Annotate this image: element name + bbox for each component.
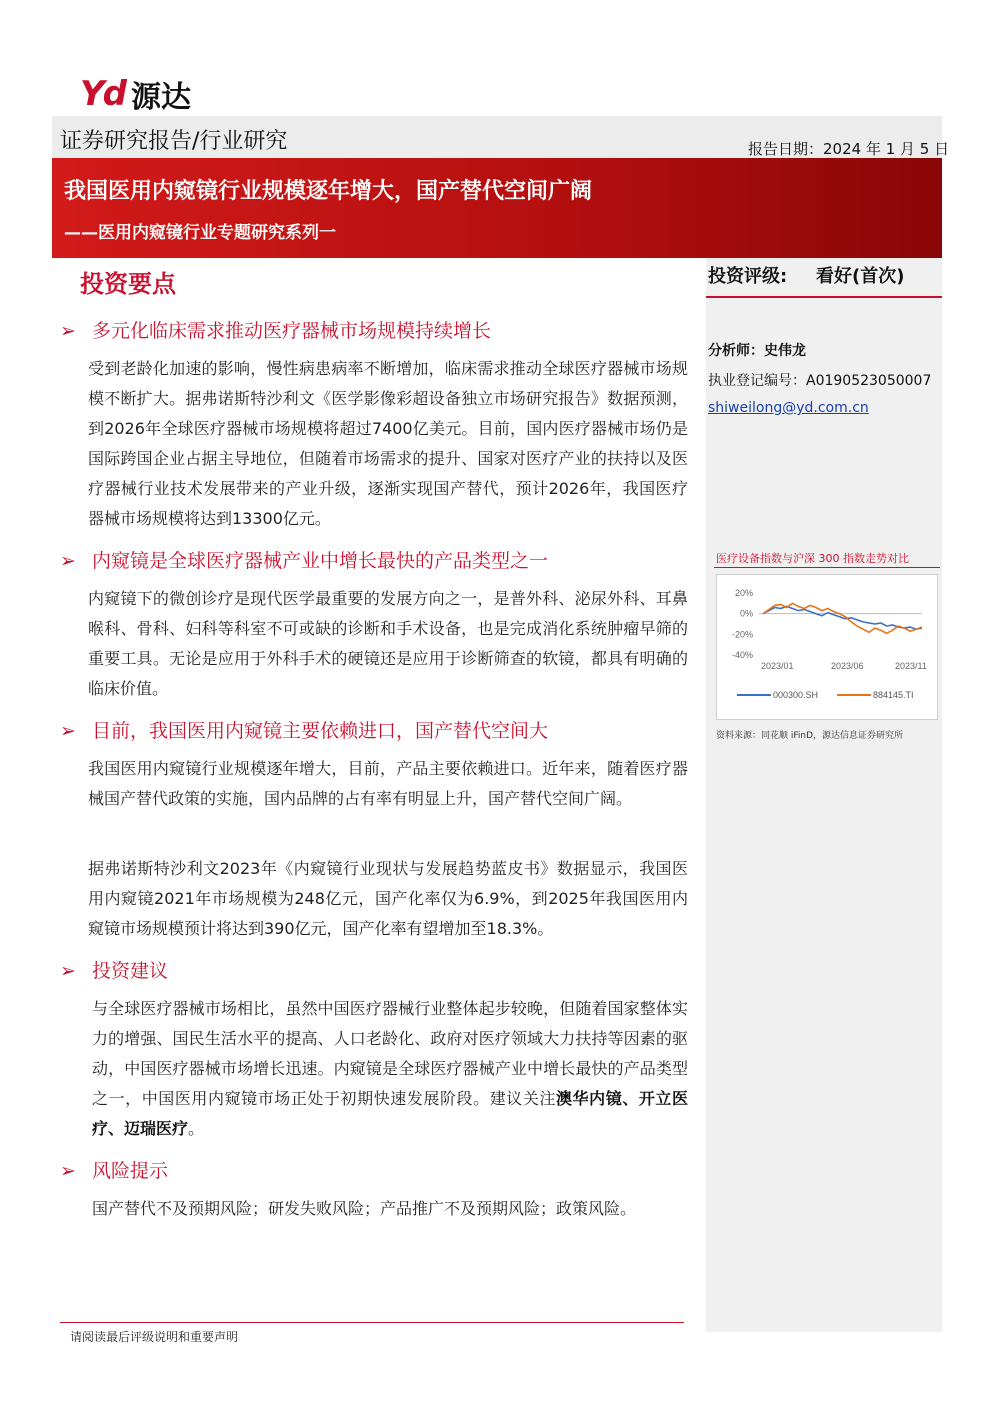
x-tick-label: 2023/01: [761, 661, 794, 671]
y-tick-label: 20%: [734, 588, 753, 598]
bullet-heading-text: 投资建议: [92, 960, 169, 982]
report-type: 证券研究报告/行业研究: [60, 129, 288, 154]
paragraph: 据弗诺斯特沙利文2023年《内窥镜行业现状与发展趋势蓝皮书》数据显示，我国医用内窥镜2021年市场规模为248亿元，国产化率仅为6.9%，到2025年我国医用内窥镜市场规模预计将达到390亿元，国产化率有望增加至18.3%。: [88, 859, 688, 938]
y-tick-label: -20%: [731, 629, 753, 640]
report-subtitle: ——医用内窥镜行业专题研究系列一: [64, 223, 336, 243]
paragraph-text: 与全球医疗器械市场相比，虽然中国医疗器械行业整体起步较晚，但随着国家整体实力的增强、国民生活水平的提高、人口老龄化、政府对医疗领域大力扶持等因素的驱动，中国医疗器械市场增长迅速。内窥镜是全球医疗器械产业中增长最快的产品类型之一，中国医用内窥镜市场正处于初期快速发展阶段。建议关注: [92, 999, 688, 1108]
chart-source: 资料来源：同花顺 iFinD，源达信息证券研究所: [716, 731, 904, 741]
logo-mark: Yd: [80, 74, 125, 114]
paragraph-end: 。: [188, 1119, 205, 1138]
footer-text: 请阅读最后评级说明和重要声明: [70, 1330, 239, 1344]
bullet-heading: [60, 956, 168, 983]
report-date: 报告日期：2024 年 1 月 5 日: [748, 140, 950, 158]
arrow-bullet-icon: ➢: [60, 720, 76, 742]
index-comparison-chart: [716, 574, 938, 720]
y-tick-label: -40%: [731, 650, 753, 660]
arrow-bullet-icon: ➢: [60, 1160, 76, 1182]
paragraph: 内窥镜下的微创诊疗是现代医学最重要的发展方向之一，是普外科、泌尿外科、耳鼻喉科、骨科、妇科等科室不可或缺的诊断和手术设备，也是完成消化系统肿瘤早筛的重要工具。无论是应用于外科手术的硬镜还是应用于诊断筛查的软镜，都具有明确的临床价值。: [88, 589, 688, 698]
recommended-companies: 澳华内镜、开立医疗、迈瑞医疗: [92, 1089, 688, 1138]
section-heading: 投资要点: [80, 270, 176, 298]
license-number: 执业登记编号：A0190523050007: [708, 373, 932, 389]
arrow-bullet-icon: ➢: [60, 320, 76, 342]
report-title: 我国医用内窥镜行业规模逐年增大，国产替代空间广阔: [64, 179, 593, 204]
y-tick-label: 0%: [739, 608, 753, 619]
x-tick-label: 2023/06: [831, 661, 864, 671]
rating-divider: [706, 296, 942, 298]
title-banner: [52, 158, 942, 258]
analyst-email-link[interactable]: shiweilong@yd.com.cn: [708, 400, 869, 416]
bullet-heading-text: 风险提示: [92, 1160, 169, 1182]
logo-name: 源达: [130, 80, 191, 115]
legend-label: 000300.SH: [773, 690, 819, 700]
paragraph-investment-advice: [92, 994, 688, 1144]
bullet-heading: [60, 316, 491, 343]
chart-title: 医疗设备指数与沪深 300 指数走势对比: [716, 552, 909, 565]
company-logo: [80, 74, 191, 115]
bullet-heading: [60, 546, 548, 573]
arrow-bullet-icon: ➢: [60, 960, 76, 982]
analyst-name: 分析师：史伟龙: [708, 343, 806, 359]
paragraph: 国产替代不及预期风险；研发失败风险；产品推广不及预期风险；政策风险。: [92, 1199, 637, 1218]
legend-label: 884145.TI: [873, 690, 914, 700]
bullet-heading-text: 多元化临床需求推动医疗器械市场规模持续增长: [92, 320, 492, 342]
arrow-bullet-icon: ➢: [60, 550, 76, 572]
paragraph: 受到老龄化加速的影响，慢性病患病率不断增加，临床需求推动全球医疗器械市场规模不断扩大。据弗诺斯特沙利文《医学影像彩超设备独立市场研究报告》数据预测，到2026年全球医疗器械市场规模将超过7400亿美元。目前，国内医疗器械市场仍是国际跨国企业占据主导地位，但随着市场需求的提升、国家对医疗产业的扶持以及医疗器械行业技术发展带来的产业升级，逐渐实现国产替代，预计2026年，我国医疗器械市场规模将达到13300亿元。: [88, 359, 688, 528]
x-tick-label: 2023/11: [895, 661, 927, 671]
paragraph: 我国医用内窥镜行业规模逐年增大，目前，产品主要依赖进口。近年来，随着医疗器械国产替代政策的实施，国内品牌的占有率有明显上升，国产替代空间广阔。: [88, 759, 688, 808]
chart-title-divider: [714, 567, 940, 568]
bullet-heading-text: 内窥镜是全球医疗器械产业中增长最快的产品类型之一: [92, 550, 549, 572]
bullet-heading-text: 目前，我国医用内窥镜主要依赖进口，国产替代空间大: [92, 720, 549, 742]
bullet-heading: [60, 1156, 168, 1183]
bullet-heading: [60, 716, 548, 743]
rating-label: 投资评级:: [708, 266, 788, 287]
footer-divider: [60, 1322, 684, 1323]
chart-svg: [717, 575, 937, 719]
rating-value: 看好(首次): [816, 266, 905, 287]
sidebar-panel: [706, 258, 942, 1332]
